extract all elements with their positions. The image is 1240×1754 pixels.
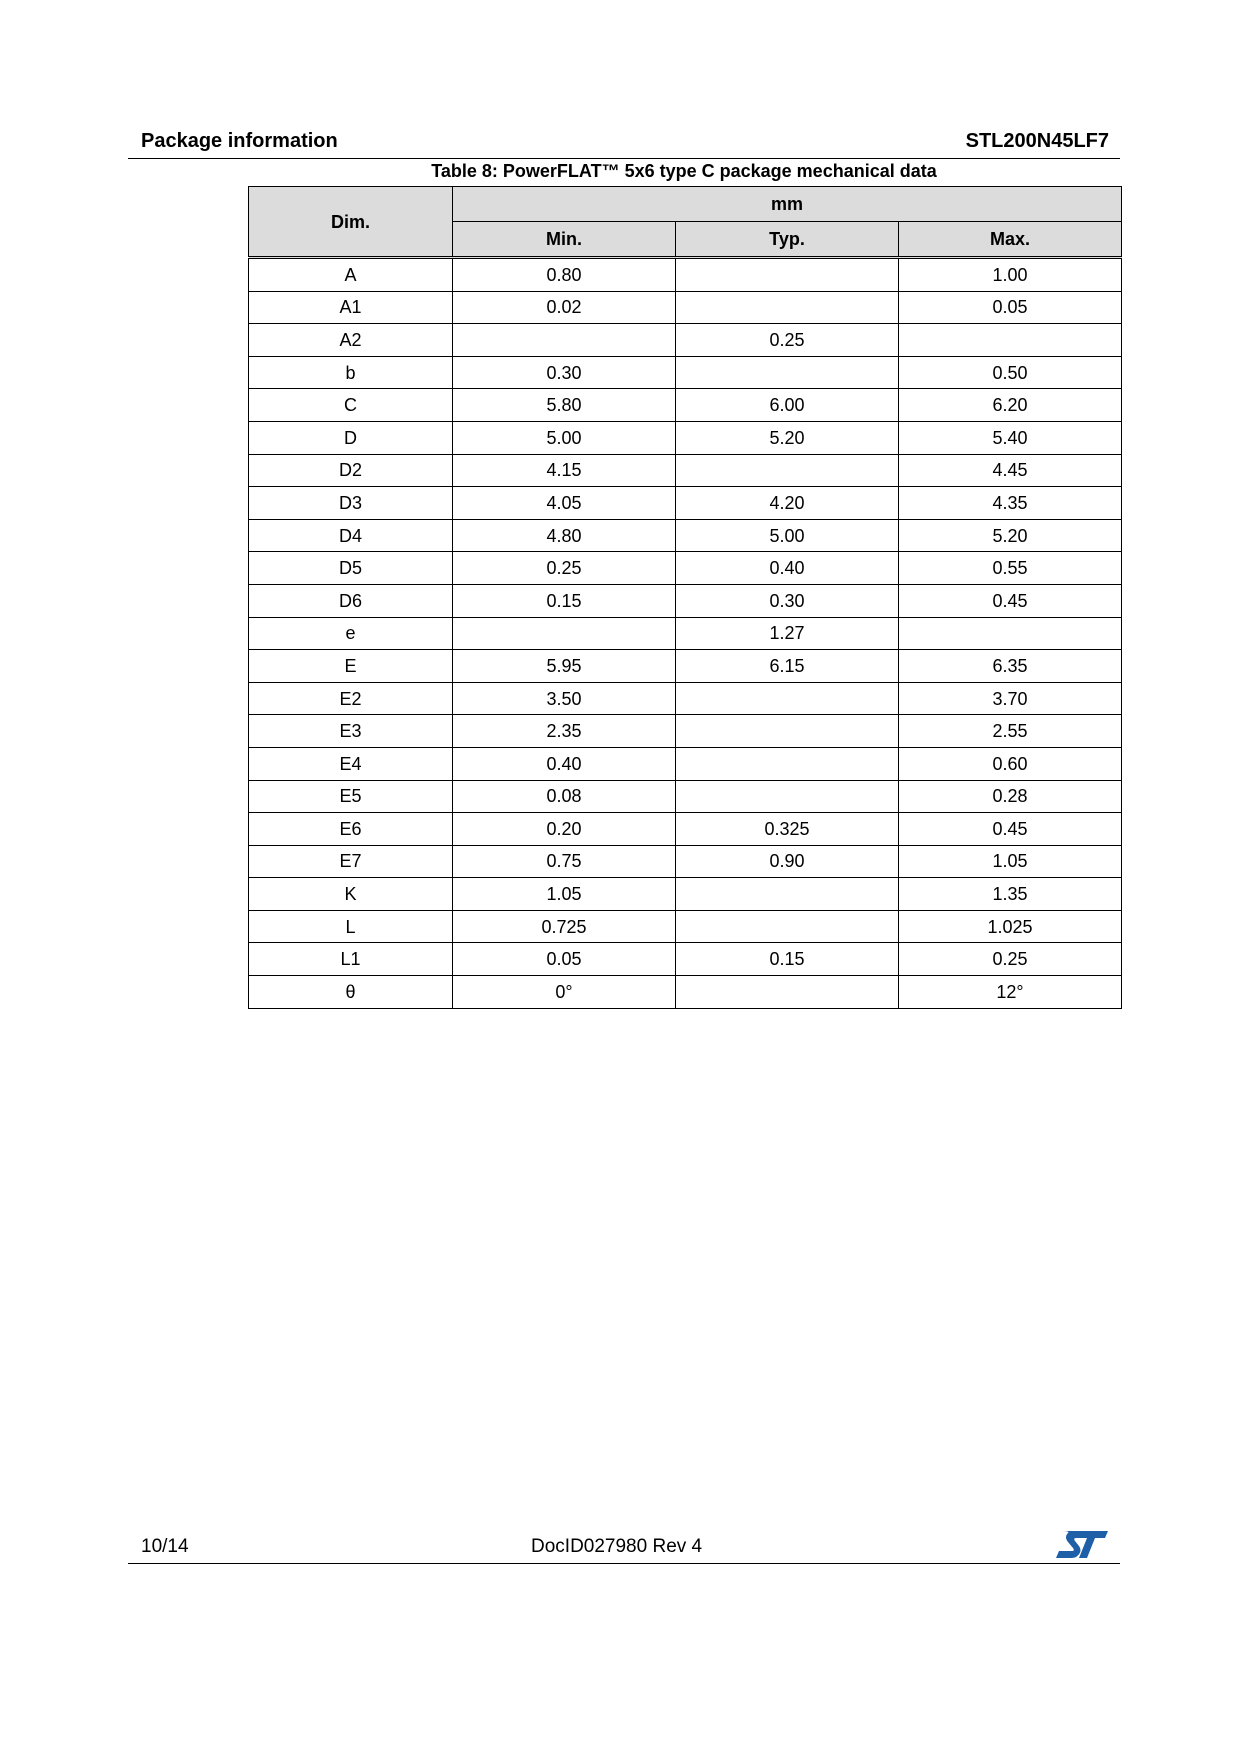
min-cell: 4.05: [453, 487, 676, 520]
dim-cell: D: [249, 421, 453, 454]
min-cell: 0.02: [453, 291, 676, 324]
max-cell: 0.25: [899, 943, 1122, 976]
min-cell: 0.80: [453, 258, 676, 292]
typ-cell: [676, 976, 899, 1009]
typ-column-header: Typ.: [676, 222, 899, 258]
typ-cell: [676, 910, 899, 943]
min-cell: 0.725: [453, 910, 676, 943]
table-row: [249, 715, 1122, 748]
typ-cell: [676, 682, 899, 715]
page-header: [128, 126, 1120, 159]
max-cell: 4.35: [899, 487, 1122, 520]
min-cell: 5.00: [453, 421, 676, 454]
dim-cell: E: [249, 650, 453, 683]
table-row: [249, 454, 1122, 487]
typ-cell: 0.25: [676, 324, 899, 357]
table-row: [249, 878, 1122, 911]
min-cell: 0.05: [453, 943, 676, 976]
dim-cell: L1: [249, 943, 453, 976]
max-cell: 6.35: [899, 650, 1122, 683]
document-id: DocID027980 Rev 4: [531, 1536, 703, 1557]
table-row: [249, 682, 1122, 715]
typ-cell: 0.30: [676, 584, 899, 617]
table-row: [249, 976, 1122, 1009]
table-row: [249, 650, 1122, 683]
typ-cell: 5.20: [676, 421, 899, 454]
part-number: STL200N45LF7: [965, 130, 1109, 152]
dim-cell: K: [249, 878, 453, 911]
mechanical-data-table: [248, 186, 1122, 1009]
dim-cell: D2: [249, 454, 453, 487]
typ-cell: 4.20: [676, 487, 899, 520]
min-cell: 4.80: [453, 519, 676, 552]
section-title: Package information: [141, 130, 338, 152]
max-cell: 12°: [899, 976, 1122, 1009]
table-row: [249, 519, 1122, 552]
min-cell: 3.50: [453, 682, 676, 715]
table-row: [249, 324, 1122, 357]
dim-cell: D3: [249, 487, 453, 520]
dim-cell: A: [249, 258, 453, 292]
max-cell: 1.00: [899, 258, 1122, 292]
table-row: [249, 943, 1122, 976]
typ-cell: [676, 258, 899, 292]
max-cell: 5.20: [899, 519, 1122, 552]
typ-cell: 0.90: [676, 845, 899, 878]
dim-cell: θ: [249, 976, 453, 1009]
max-cell: 0.55: [899, 552, 1122, 585]
max-cell: [899, 617, 1122, 650]
table-row: [249, 910, 1122, 943]
dim-cell: C: [249, 389, 453, 422]
min-cell: 0.25: [453, 552, 676, 585]
dim-cell: E4: [249, 747, 453, 780]
min-cell: 5.95: [453, 650, 676, 683]
table-row: [249, 552, 1122, 585]
table-body: [249, 258, 1122, 1009]
min-cell: 2.35: [453, 715, 676, 748]
typ-cell: [676, 715, 899, 748]
min-cell: 5.80: [453, 389, 676, 422]
table-row: [249, 389, 1122, 422]
dim-cell: E6: [249, 813, 453, 846]
max-cell: 0.50: [899, 356, 1122, 389]
typ-cell: 6.15: [676, 650, 899, 683]
min-cell: 0.08: [453, 780, 676, 813]
typ-cell: [676, 356, 899, 389]
dim-cell: A1: [249, 291, 453, 324]
page-footer: [128, 1530, 1120, 1564]
dim-cell: A2: [249, 324, 453, 357]
dim-cell: E7: [249, 845, 453, 878]
max-cell: 4.45: [899, 454, 1122, 487]
table-row: [249, 356, 1122, 389]
typ-cell: [676, 454, 899, 487]
min-column-header: Min.: [453, 222, 676, 258]
max-cell: [899, 324, 1122, 357]
dim-cell: E3: [249, 715, 453, 748]
max-column-header: Max.: [899, 222, 1122, 258]
table-row: [249, 747, 1122, 780]
max-cell: 6.20: [899, 389, 1122, 422]
table-row: [249, 291, 1122, 324]
table-row: [249, 617, 1122, 650]
dim-cell: D5: [249, 552, 453, 585]
min-cell: 0.75: [453, 845, 676, 878]
min-cell: [453, 617, 676, 650]
max-cell: 0.60: [899, 747, 1122, 780]
table-row: [249, 584, 1122, 617]
dim-column-header: Dim.: [249, 187, 453, 258]
max-cell: 2.55: [899, 715, 1122, 748]
dim-cell: D4: [249, 519, 453, 552]
min-cell: 0.30: [453, 356, 676, 389]
dim-cell: E5: [249, 780, 453, 813]
page-number: 10/14: [141, 1536, 189, 1557]
table-row: [249, 845, 1122, 878]
min-cell: [453, 324, 676, 357]
table-row: [249, 258, 1122, 292]
dim-cell: D6: [249, 584, 453, 617]
max-cell: 5.40: [899, 421, 1122, 454]
dim-cell: e: [249, 617, 453, 650]
unit-column-header: mm: [453, 187, 1122, 222]
min-cell: 1.05: [453, 878, 676, 911]
table-row: [249, 487, 1122, 520]
max-cell: 0.28: [899, 780, 1122, 813]
max-cell: 0.05: [899, 291, 1122, 324]
min-cell: 0.40: [453, 747, 676, 780]
typ-cell: [676, 747, 899, 780]
table-row: [249, 421, 1122, 454]
max-cell: 1.35: [899, 878, 1122, 911]
typ-cell: 5.00: [676, 519, 899, 552]
max-cell: 1.05: [899, 845, 1122, 878]
max-cell: 0.45: [899, 813, 1122, 846]
typ-cell: [676, 878, 899, 911]
max-cell: 0.45: [899, 584, 1122, 617]
typ-cell: 6.00: [676, 389, 899, 422]
typ-cell: 0.15: [676, 943, 899, 976]
st-logo-icon: [1054, 1528, 1110, 1560]
dim-cell: L: [249, 910, 453, 943]
min-cell: 0.20: [453, 813, 676, 846]
min-cell: 4.15: [453, 454, 676, 487]
typ-cell: 0.40: [676, 552, 899, 585]
max-cell: 1.025: [899, 910, 1122, 943]
typ-cell: 0.325: [676, 813, 899, 846]
typ-cell: 1.27: [676, 617, 899, 650]
dim-cell: b: [249, 356, 453, 389]
dim-cell: E2: [249, 682, 453, 715]
min-cell: 0.15: [453, 584, 676, 617]
min-cell: 0°: [453, 976, 676, 1009]
typ-cell: [676, 291, 899, 324]
table-caption: Table 8: PowerFLAT™ 5x6 type C package mechanical data: [431, 161, 937, 181]
typ-cell: [676, 780, 899, 813]
max-cell: 3.70: [899, 682, 1122, 715]
table-row: [249, 813, 1122, 846]
table-row: [249, 780, 1122, 813]
